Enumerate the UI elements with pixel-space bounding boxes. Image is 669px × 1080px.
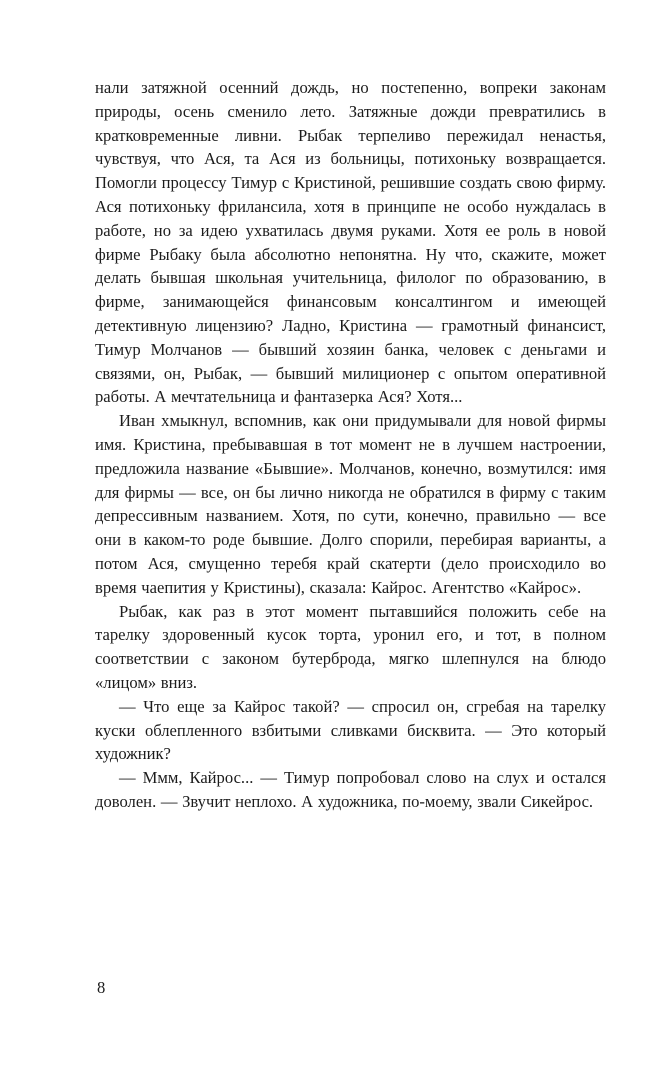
paragraph-dialogue: — Что еще за Кайрос такой? — спросил он, сгребая на тарелку куски облепленного взбитыми сливками бисквита. — Это который художник? [95, 696, 606, 764]
paragraph-dialogue: — Ммм, Кайрос... — Тимур попробовал слово на слух и остался доволен. — Звучит неплохо. А художника, по-моему, звали Сикейрос. [95, 768, 606, 811]
page-number: 8 [97, 978, 106, 997]
paragraph: Рыбак, как раз в этот момент пытавшийся положить себе на тарелку здоровенный кусок торта, уронил его, и тот, в полном соответствии с законом бутерброда, мягко шлепнулся на блюдо «лицом» вниз. [95, 601, 606, 692]
paragraph: Иван хмыкнул, вспомнив, как они придумывали для новой фирмы имя. Кристина, пребывавшая в тот момент не в лучшем настроении, предложила название «Бывшие». Молчанов, конечно, возмутился: имя для фирмы — все, он бы лично никогда не обратился в фирму с таким депрессивным названием. Хотя, по сути, конечно, правильно — все они в каком-то роде бывшие. Долго спорили, перебирая варианты, а потом Ася, смущенно теребя край скатерти (дело происходило во время чаепития у Кристины), сказала: Кайрос. Агентство «Кайрос». [95, 411, 606, 597]
paragraph-continuation: нали затяжной осенний дождь, но постепенно, вопреки законам природы, осень сменило лето. Затяжные дожди превратились в кратковременные ливни. Рыбак терпеливо пережидал ненастья, чувствуя, что Ася, та Ася из больницы, потихоньку возвращается. Помогли процессу Тимур с Кристиной, решившие создать свою фирму. Ася потихоньку фрилансила, хотя в принципе не особо нуждалась в работе, но за идею ухватилась двумя руками. Хотя ее роль в новой фирме Рыбаку была абсолютно непонятна. Ну что, скажите, может делать бывшая школьная учительница, филолог по образованию, в фирме, занимающейся финансовым консалтингом и имеющей детективную лицензию? Ладно, Кристина — грамотный финансист, Тимур Молчанов — бывший хозяин банка, человек с деньгами и связями, он, Рыбак, — бывший милиционер с опытом оперативной работы. А мечтательница и фантазерка Ася? Хотя... [95, 78, 606, 407]
page-text-block [95, 76, 606, 814]
